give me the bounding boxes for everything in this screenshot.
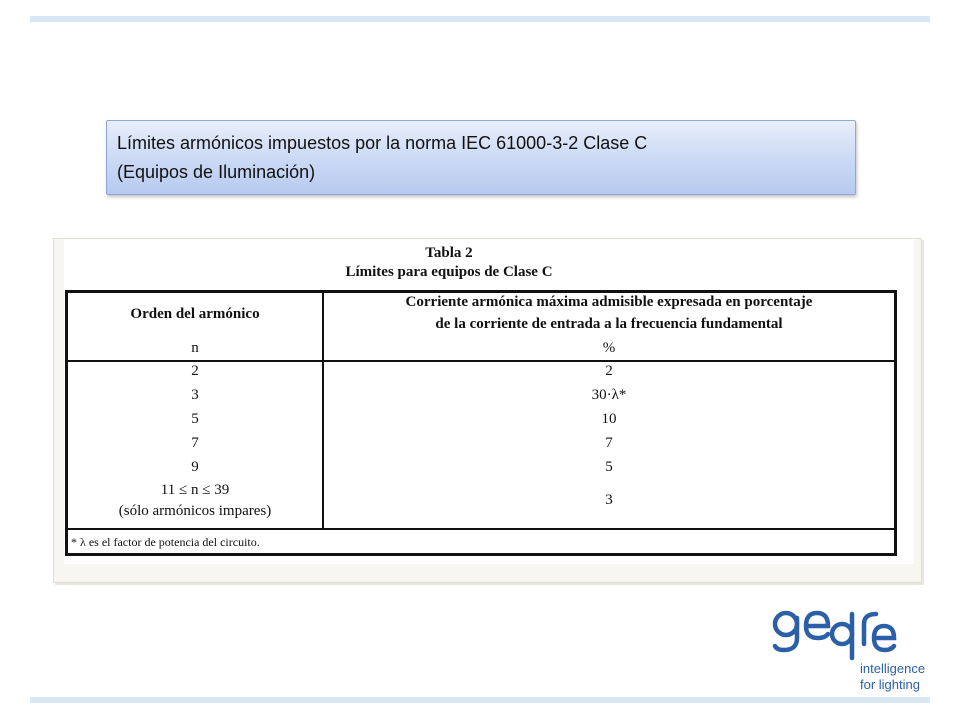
table-cell-limit: 3 — [605, 492, 613, 508]
table-cell-order: 7 — [191, 435, 199, 451]
header-max-current-line-1: Corriente armónica máxima admisible expresada en porcentaje — [405, 294, 813, 310]
table-cell-order-note: (sólo armónicos impares) — [118, 503, 272, 519]
table-image-content — [64, 239, 914, 564]
bottom-decorative-rule — [30, 697, 930, 703]
logo-tagline-line-1: intelligence — [860, 661, 926, 676]
slide-title-line-2: (Equipos de Iluminación) — [117, 162, 316, 182]
table-cell-order: 11 ≤ n ≤ 39 — [160, 482, 230, 498]
table-cell-limit: 2 — [605, 363, 613, 379]
table-caption-title: Límites para equipos de Clase C — [345, 264, 553, 280]
header-harmonic-order: Orden del armónico — [130, 306, 260, 322]
header-divider — [68, 360, 894, 362]
table-cell-order: 5 — [191, 411, 199, 427]
harmonic-limits-table — [65, 290, 897, 556]
header-max-current-unit: % — [602, 340, 616, 356]
header-max-current-line-2: de la corriente de entrada a la frecuencia fundamental — [435, 316, 783, 332]
table-footnote: * λ es el factor de potencia del circuito. — [71, 535, 260, 549]
slide-title-box — [106, 120, 856, 195]
table-cell-limit: 30·λ* — [591, 387, 627, 403]
logo-tagline-line-2: for lighting — [860, 677, 920, 692]
table-cell-order: 9 — [191, 459, 199, 475]
table-cell-order: 3 — [191, 387, 199, 403]
top-decorative-rule — [30, 16, 930, 22]
slide-title-line-1: Límites armónicos impuestos por la norma IEC 61000-3-2 Clase C — [117, 133, 648, 153]
table-image — [53, 238, 922, 583]
footnote-divider — [68, 528, 894, 530]
header-harmonic-order-unit: n — [191, 340, 199, 356]
table-caption-number: Tabla 2 — [425, 245, 473, 261]
table-cell-limit: 10 — [601, 411, 617, 427]
table-cell-limit: 5 — [605, 459, 613, 475]
table-cell-order: 2 — [191, 363, 199, 379]
table-cell-limit: 7 — [605, 435, 613, 451]
